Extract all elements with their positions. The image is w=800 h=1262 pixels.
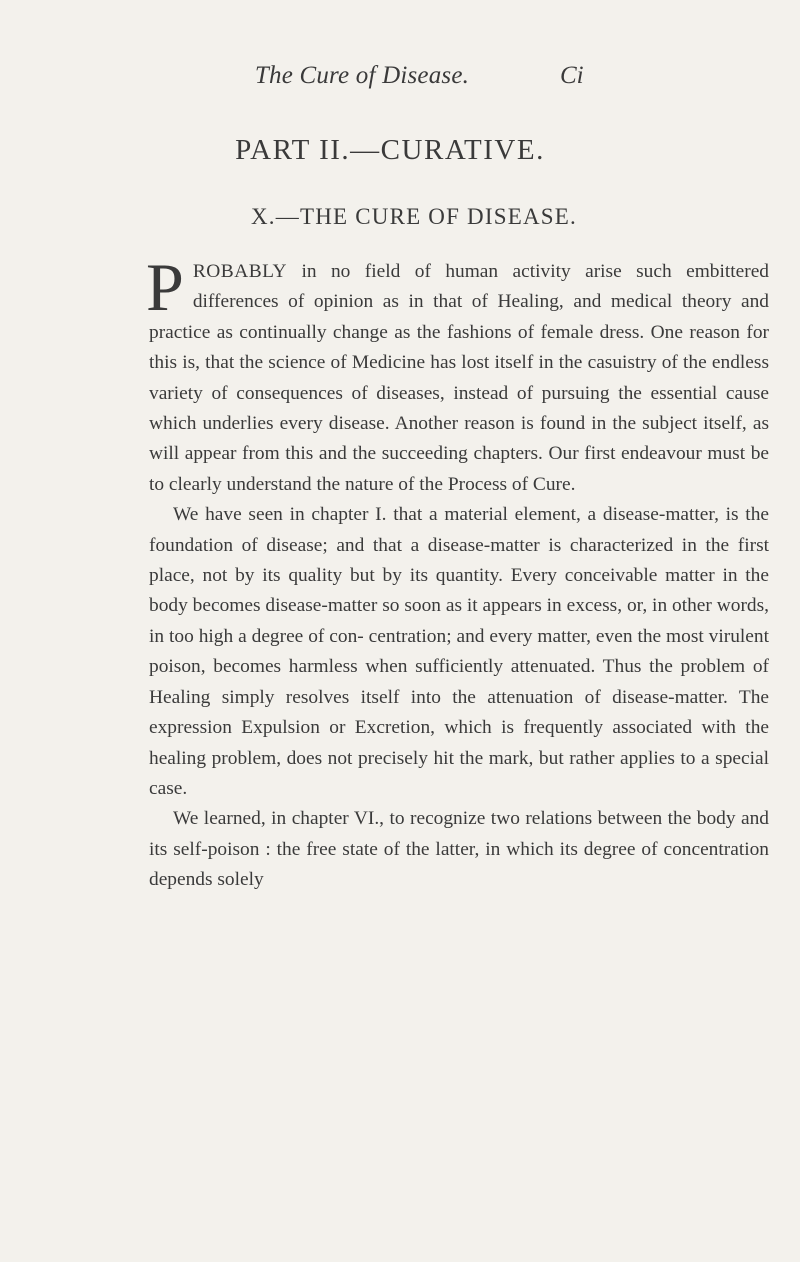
- running-head: [0, 62, 800, 96]
- drop-cap: P: [146, 249, 184, 325]
- paragraph-1: [146, 249, 769, 500]
- paragraph-2: We have seen in chapter I. that a material element, a disease-matter, is the foundation of disease; and that a disease-matter is characterized in the first place, not by its quality but by its quantity. Every conceivable matter in the body becomes disease-matter so soon as it appears in excess, or, in other words, in too high a degree of con- centration; and every matter, even the most virulent poison, becomes harmless when sufficiently attenuated. Thus the problem of Healing simply resolves itself into the attenuation of disease-matter. The expression Expulsion or Excretion, which is frequently associated with the healing problem, does not precisely hit the mark, but rather applies to a special case.: [149, 504, 769, 799]
- running-title: The Cure of Disease.: [254, 62, 470, 89]
- paragraph-3: We learned, in chapter VI., to recognize two relations between the body and its self-poison : the free state of the latter, in which its degree of concentration depends solely: [149, 808, 769, 891]
- chapter-heading: X.—THE CURE OF DISEASE.: [251, 204, 577, 229]
- paragraph-1-first-word: ROBABLY: [192, 261, 288, 282]
- body-text: [146, 249, 769, 896]
- paragraph-1-text: in no field of human activity arise such embittered differences of opinion as in that of Healing, and medical theory and practice as continually change as the fashions of female dress. One reason for this is, that the science of Medicine has lost itself in the casuistry of the endless variety of consequences of diseases, instead of pursuing the essential cause which underlies every disease. Another reason is found in the subject itself, as will appear from this and the succeeding chapters. Our first endeavour must be to clearly understand the nature of the Process of Cure.: [149, 261, 769, 495]
- part-heading: PART II.—CURATIVE.: [235, 134, 545, 166]
- page-number: Ci: [560, 62, 584, 89]
